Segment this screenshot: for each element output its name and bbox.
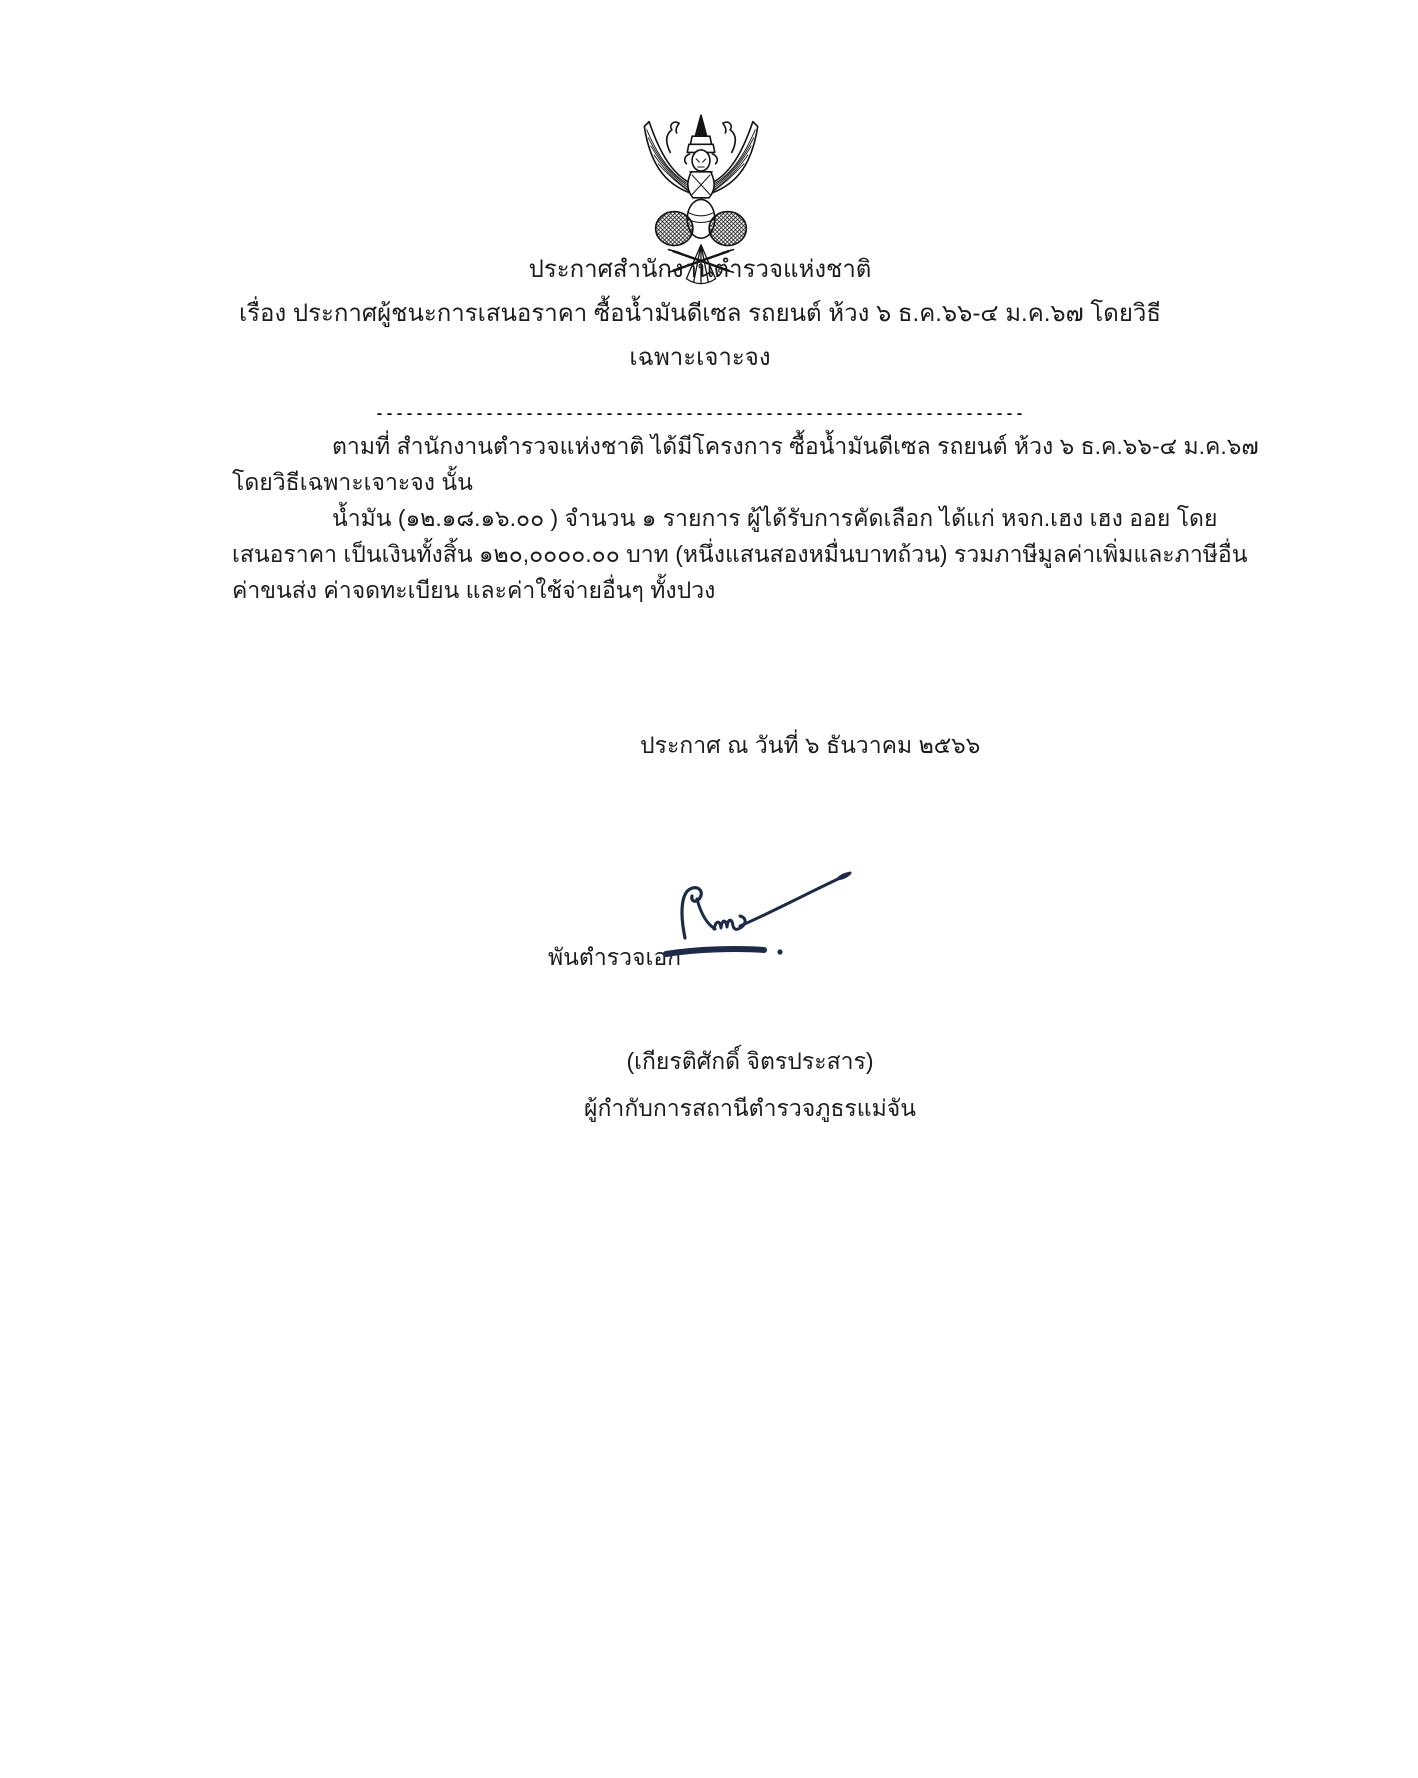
subject-line-2: เฉพาะเจาะจง [629,344,771,371]
signer-position: ผู้กำกับการสถานีตำรวจภูธรแม่จัน [584,1095,916,1121]
subject-line-1: เรื่อง ประกาศผู้ชนะการเสนอราคา ซื้อน้ำมันดีเซล รถยนต์ ห้วง ๖ ธ.ค.๖๖-๔ ม.ค.๖๗ โดยวิธี [238,300,1162,327]
body-line: ตามที่ สำนักงานตำรวจแห่งชาติ ได้มีโครงการ ซื้อน้ำมันดีเซล รถยนต์ ห้วง ๖ ธ.ค.๖๖-๔ ม.ค.๖๗ [332,433,1259,459]
body-line: โดยวิธีเฉพาะเจาะจง นั้น [232,469,473,495]
body-line: ค่าขนส่ง ค่าจดทะเบียน และค่าใช้จ่ายอื่นๆ ทั้งปวง [232,577,716,603]
signer-name: (เกียรติศักดิ์ จิตรประสาร) [626,1048,874,1074]
document-title: ประกาศสำนักงานตำรวจแห่งชาติ [528,256,872,283]
signer-rank: พันตำรวจเอก [548,944,682,970]
document-header [230,248,1170,380]
issued-date-line: ประกาศ ณ วันที่ ๖ ธันวาคม ๒๕๖๖ [640,732,981,758]
handwritten-signature [652,870,857,972]
body-line: เสนอราคา เป็นเงินทั้งสิ้น ๑๒๐,๐๐๐๐.๐๐ บาท (หนึ่งแสนสองหมื่นบาทถ้วน) รวมภาษีมูลค่าเพิ่มและภาษีอื่น [232,541,1248,567]
announcement-body [232,428,1259,608]
body-line: น้ำมัน (๑๒.๑๘.๑๖.๐๐ ) จำนวน ๑ รายการ ผู้ได้รับการคัดเลือก ได้แก่ หจก.เฮง เฮง ออย โดย [332,505,1218,531]
dashed-divider: ----------------------------------------------------------------- [374,406,1026,423]
signer-block [470,1038,1030,1132]
